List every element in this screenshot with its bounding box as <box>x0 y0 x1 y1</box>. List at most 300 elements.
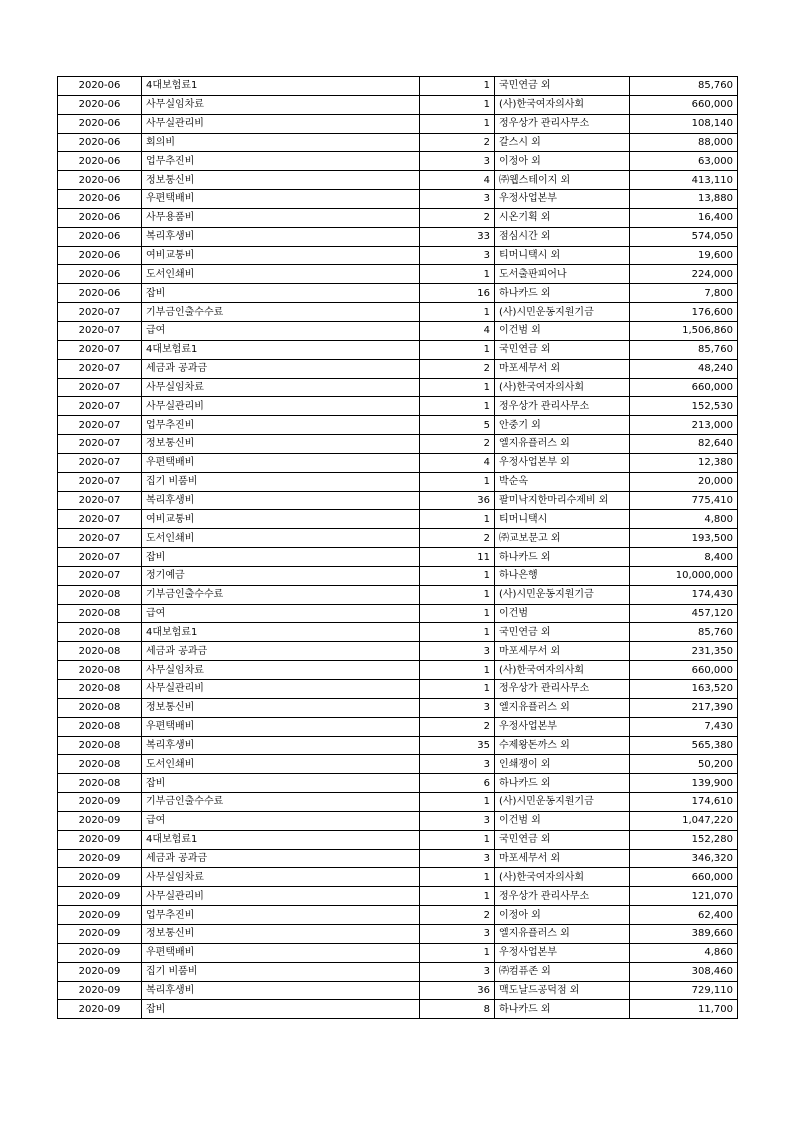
table-row <box>58 604 738 623</box>
table-row <box>58 849 738 868</box>
vendor-cell: (사)시민운동지원기금 <box>495 585 630 604</box>
expense-item-cell: 4대보험료1 <box>142 623 420 642</box>
vendor-cell: (사)한국여자의사회 <box>495 95 630 114</box>
expense-item-cell: 우편택배비 <box>142 943 420 962</box>
table-row <box>58 566 738 585</box>
month-cell: 2020-09 <box>58 906 142 925</box>
month-cell: 2020-06 <box>58 77 142 96</box>
table-row <box>58 246 738 265</box>
month-cell: 2020-06 <box>58 190 142 209</box>
vendor-cell: ㈜컴퓨존 외 <box>495 962 630 981</box>
expense-item-cell: 정보통신비 <box>142 435 420 454</box>
amount-cell: 213,000 <box>630 416 738 435</box>
count-cell: 3 <box>420 962 495 981</box>
count-cell: 1 <box>420 378 495 397</box>
amount-cell: 16,400 <box>630 208 738 227</box>
amount-cell: 346,320 <box>630 849 738 868</box>
vendor-cell: 마포세무서 외 <box>495 359 630 378</box>
table-row <box>58 152 738 171</box>
month-cell: 2020-06 <box>58 114 142 133</box>
amount-cell: 660,000 <box>630 95 738 114</box>
month-cell: 2020-07 <box>58 529 142 548</box>
vendor-cell: 정우상가 관리사무소 <box>495 887 630 906</box>
count-cell: 1 <box>420 566 495 585</box>
expense-item-cell: 우편택배비 <box>142 190 420 209</box>
amount-cell: 108,140 <box>630 114 738 133</box>
table-row <box>58 642 738 661</box>
expense-item-cell: 복리후생비 <box>142 491 420 510</box>
expense-ledger-table <box>57 76 738 1019</box>
table-row <box>58 284 738 303</box>
expense-item-cell: 여비교통비 <box>142 510 420 529</box>
count-cell: 3 <box>420 849 495 868</box>
vendor-cell: (사)시민운동지원기금 <box>495 793 630 812</box>
table-row <box>58 887 738 906</box>
count-cell: 1 <box>420 868 495 887</box>
count-cell: 2 <box>420 133 495 152</box>
vendor-cell: 하나카드 외 <box>495 548 630 567</box>
vendor-cell: 도서출판피어나 <box>495 265 630 284</box>
month-cell: 2020-07 <box>58 548 142 567</box>
amount-cell: 660,000 <box>630 868 738 887</box>
month-cell: 2020-07 <box>58 359 142 378</box>
amount-cell: 85,760 <box>630 623 738 642</box>
count-cell: 3 <box>420 152 495 171</box>
month-cell: 2020-09 <box>58 811 142 830</box>
expense-item-cell: 기부금인출수수료 <box>142 793 420 812</box>
month-cell: 2020-09 <box>58 830 142 849</box>
month-cell: 2020-09 <box>58 849 142 868</box>
vendor-cell: (사)시민운동지원기금 <box>495 303 630 322</box>
table-row <box>58 830 738 849</box>
count-cell: 2 <box>420 435 495 454</box>
vendor-cell: ㈜교보문고 외 <box>495 529 630 548</box>
table-row <box>58 981 738 1000</box>
expense-item-cell: 복리후생비 <box>142 981 420 1000</box>
amount-cell: 82,640 <box>630 435 738 454</box>
table-row <box>58 321 738 340</box>
count-cell: 3 <box>420 924 495 943</box>
table-row <box>58 906 738 925</box>
month-cell: 2020-09 <box>58 981 142 1000</box>
table-row <box>58 491 738 510</box>
table-row <box>58 661 738 680</box>
expense-item-cell: 집기 비품비 <box>142 472 420 491</box>
amount-cell: 193,500 <box>630 529 738 548</box>
expense-item-cell: 세금과 공과금 <box>142 359 420 378</box>
vendor-cell: 우정사업본부 <box>495 190 630 209</box>
month-cell: 2020-09 <box>58 1000 142 1019</box>
table-row <box>58 736 738 755</box>
amount-cell: 12,380 <box>630 453 738 472</box>
vendor-cell: 안중기 외 <box>495 416 630 435</box>
expense-item-cell: 세금과 공과금 <box>142 849 420 868</box>
month-cell: 2020-08 <box>58 661 142 680</box>
expense-item-cell: 사무용품비 <box>142 208 420 227</box>
month-cell: 2020-08 <box>58 755 142 774</box>
vendor-cell: 티머니택시 <box>495 510 630 529</box>
count-cell: 1 <box>420 95 495 114</box>
amount-cell: 224,000 <box>630 265 738 284</box>
expense-item-cell: 잡비 <box>142 284 420 303</box>
table-row <box>58 208 738 227</box>
amount-cell: 389,660 <box>630 924 738 943</box>
count-cell: 1 <box>420 604 495 623</box>
vendor-cell: 엘지유플러스 외 <box>495 698 630 717</box>
vendor-cell: 갈스시 외 <box>495 133 630 152</box>
vendor-cell: 팔미낙지한마리수제비 외 <box>495 491 630 510</box>
table-row <box>58 811 738 830</box>
count-cell: 2 <box>420 359 495 378</box>
ledger-body <box>58 77 738 1019</box>
expense-item-cell: 집기 비품비 <box>142 962 420 981</box>
table-row <box>58 340 738 359</box>
count-cell: 1 <box>420 77 495 96</box>
month-cell: 2020-07 <box>58 416 142 435</box>
expense-item-cell: 업무추진비 <box>142 152 420 171</box>
count-cell: 3 <box>420 811 495 830</box>
month-cell: 2020-07 <box>58 340 142 359</box>
expense-item-cell: 급여 <box>142 811 420 830</box>
vendor-cell: 정우상가 관리사무소 <box>495 114 630 133</box>
count-cell: 1 <box>420 661 495 680</box>
month-cell: 2020-08 <box>58 642 142 661</box>
expense-item-cell: 정보통신비 <box>142 171 420 190</box>
count-cell: 3 <box>420 246 495 265</box>
month-cell: 2020-08 <box>58 604 142 623</box>
month-cell: 2020-07 <box>58 491 142 510</box>
expense-item-cell: 사무실관리비 <box>142 887 420 906</box>
table-row <box>58 529 738 548</box>
table-row <box>58 585 738 604</box>
count-cell: 1 <box>420 680 495 699</box>
table-row <box>58 397 738 416</box>
month-cell: 2020-09 <box>58 943 142 962</box>
vendor-cell: 마포세무서 외 <box>495 849 630 868</box>
month-cell: 2020-08 <box>58 717 142 736</box>
month-cell: 2020-08 <box>58 623 142 642</box>
table-row <box>58 793 738 812</box>
expense-item-cell: 사무실임차료 <box>142 661 420 680</box>
amount-cell: 1,047,220 <box>630 811 738 830</box>
table-row <box>58 623 738 642</box>
amount-cell: 11,700 <box>630 1000 738 1019</box>
count-cell: 3 <box>420 190 495 209</box>
expense-item-cell: 복리후생비 <box>142 736 420 755</box>
month-cell: 2020-06 <box>58 227 142 246</box>
month-cell: 2020-06 <box>58 246 142 265</box>
vendor-cell: 국민연금 외 <box>495 830 630 849</box>
count-cell: 1 <box>420 510 495 529</box>
amount-cell: 20,000 <box>630 472 738 491</box>
count-cell: 4 <box>420 321 495 340</box>
vendor-cell: 이건범 외 <box>495 321 630 340</box>
month-cell: 2020-09 <box>58 887 142 906</box>
expense-item-cell: 여비교통비 <box>142 246 420 265</box>
vendor-cell: 수제왕돈까스 외 <box>495 736 630 755</box>
table-row <box>58 95 738 114</box>
month-cell: 2020-07 <box>58 435 142 454</box>
count-cell: 3 <box>420 642 495 661</box>
amount-cell: 176,600 <box>630 303 738 322</box>
amount-cell: 457,120 <box>630 604 738 623</box>
vendor-cell: ㈜웹스테이지 외 <box>495 171 630 190</box>
table-row <box>58 303 738 322</box>
amount-cell: 152,530 <box>630 397 738 416</box>
expense-item-cell: 잡비 <box>142 1000 420 1019</box>
expense-item-cell: 4대보험료1 <box>142 77 420 96</box>
vendor-cell: (사)한국여자의사회 <box>495 378 630 397</box>
count-cell: 2 <box>420 717 495 736</box>
vendor-cell: 이건범 외 <box>495 811 630 830</box>
vendor-cell: 우정사업본부 <box>495 717 630 736</box>
vendor-cell: 마포세무서 외 <box>495 642 630 661</box>
month-cell: 2020-08 <box>58 680 142 699</box>
expense-item-cell: 사무실임차료 <box>142 95 420 114</box>
amount-cell: 152,280 <box>630 830 738 849</box>
amount-cell: 1,506,860 <box>630 321 738 340</box>
expense-item-cell: 정보통신비 <box>142 698 420 717</box>
amount-cell: 308,460 <box>630 962 738 981</box>
table-row <box>58 435 738 454</box>
vendor-cell: 인쇄쟁이 외 <box>495 755 630 774</box>
table-row <box>58 472 738 491</box>
vendor-cell: 우정사업본부 외 <box>495 453 630 472</box>
amount-cell: 8,400 <box>630 548 738 567</box>
count-cell: 33 <box>420 227 495 246</box>
table-row <box>58 171 738 190</box>
amount-cell: 88,000 <box>630 133 738 152</box>
count-cell: 6 <box>420 774 495 793</box>
month-cell: 2020-09 <box>58 962 142 981</box>
expense-item-cell: 잡비 <box>142 548 420 567</box>
month-cell: 2020-06 <box>58 171 142 190</box>
count-cell: 3 <box>420 755 495 774</box>
amount-cell: 50,200 <box>630 755 738 774</box>
amount-cell: 231,350 <box>630 642 738 661</box>
month-cell: 2020-07 <box>58 397 142 416</box>
count-cell: 2 <box>420 529 495 548</box>
count-cell: 1 <box>420 793 495 812</box>
expense-item-cell: 업무추진비 <box>142 906 420 925</box>
vendor-cell: 우정사업본부 <box>495 943 630 962</box>
table-row <box>58 114 738 133</box>
expense-item-cell: 사무실관리비 <box>142 114 420 133</box>
table-row <box>58 698 738 717</box>
count-cell: 1 <box>420 265 495 284</box>
expense-item-cell: 기부금인출수수료 <box>142 303 420 322</box>
amount-cell: 4,860 <box>630 943 738 962</box>
expense-item-cell: 정기예금 <box>142 566 420 585</box>
vendor-cell: 맥도날드공덕점 외 <box>495 981 630 1000</box>
count-cell: 36 <box>420 491 495 510</box>
amount-cell: 7,800 <box>630 284 738 303</box>
expense-item-cell: 4대보험료1 <box>142 830 420 849</box>
count-cell: 3 <box>420 698 495 717</box>
expense-item-cell: 회의비 <box>142 133 420 152</box>
month-cell: 2020-07 <box>58 321 142 340</box>
count-cell: 1 <box>420 830 495 849</box>
expense-item-cell: 복리후생비 <box>142 227 420 246</box>
amount-cell: 660,000 <box>630 378 738 397</box>
table-row <box>58 227 738 246</box>
amount-cell: 413,110 <box>630 171 738 190</box>
expense-item-cell: 도서인쇄비 <box>142 529 420 548</box>
vendor-cell: (사)한국여자의사회 <box>495 661 630 680</box>
count-cell: 1 <box>420 472 495 491</box>
expense-item-cell: 잡비 <box>142 774 420 793</box>
amount-cell: 19,600 <box>630 246 738 265</box>
expense-item-cell: 사무실관리비 <box>142 397 420 416</box>
expense-item-cell: 4대보험료1 <box>142 340 420 359</box>
table-row <box>58 378 738 397</box>
month-cell: 2020-07 <box>58 453 142 472</box>
count-cell: 1 <box>420 623 495 642</box>
amount-cell: 10,000,000 <box>630 566 738 585</box>
amount-cell: 174,430 <box>630 585 738 604</box>
table-row <box>58 680 738 699</box>
expense-item-cell: 세금과 공과금 <box>142 642 420 661</box>
vendor-cell: 하나카드 외 <box>495 774 630 793</box>
amount-cell: 729,110 <box>630 981 738 1000</box>
amount-cell: 139,900 <box>630 774 738 793</box>
amount-cell: 174,610 <box>630 793 738 812</box>
month-cell: 2020-07 <box>58 472 142 491</box>
table-row <box>58 943 738 962</box>
vendor-cell: 정우상가 관리사무소 <box>495 397 630 416</box>
vendor-cell: 하나은행 <box>495 566 630 585</box>
expense-item-cell: 도서인쇄비 <box>142 265 420 284</box>
table-row <box>58 77 738 96</box>
month-cell: 2020-08 <box>58 585 142 604</box>
table-row <box>58 924 738 943</box>
table-row <box>58 868 738 887</box>
count-cell: 2 <box>420 208 495 227</box>
count-cell: 1 <box>420 397 495 416</box>
month-cell: 2020-07 <box>58 566 142 585</box>
amount-cell: 565,380 <box>630 736 738 755</box>
vendor-cell: (사)한국여자의사회 <box>495 868 630 887</box>
table-row <box>58 453 738 472</box>
month-cell: 2020-09 <box>58 924 142 943</box>
table-row <box>58 265 738 284</box>
expense-item-cell: 우편택배비 <box>142 453 420 472</box>
amount-cell: 121,070 <box>630 887 738 906</box>
month-cell: 2020-06 <box>58 133 142 152</box>
count-cell: 5 <box>420 416 495 435</box>
count-cell: 16 <box>420 284 495 303</box>
vendor-cell: 하나카드 외 <box>495 1000 630 1019</box>
table-row <box>58 359 738 378</box>
vendor-cell: 하나카드 외 <box>495 284 630 303</box>
month-cell: 2020-07 <box>58 378 142 397</box>
vendor-cell: 국민연금 외 <box>495 77 630 96</box>
count-cell: 11 <box>420 548 495 567</box>
month-cell: 2020-09 <box>58 868 142 887</box>
vendor-cell: 점심시간 외 <box>495 227 630 246</box>
expense-item-cell: 사무실임차료 <box>142 378 420 397</box>
amount-cell: 7,430 <box>630 717 738 736</box>
table-row <box>58 962 738 981</box>
amount-cell: 163,520 <box>630 680 738 699</box>
vendor-cell: 이정아 외 <box>495 906 630 925</box>
vendor-cell: 국민연금 외 <box>495 623 630 642</box>
expense-item-cell: 급여 <box>142 321 420 340</box>
expense-item-cell: 사무실임차료 <box>142 868 420 887</box>
table-row <box>58 190 738 209</box>
count-cell: 4 <box>420 171 495 190</box>
amount-cell: 574,050 <box>630 227 738 246</box>
amount-cell: 660,000 <box>630 661 738 680</box>
count-cell: 8 <box>420 1000 495 1019</box>
amount-cell: 63,000 <box>630 152 738 171</box>
expense-item-cell: 급여 <box>142 604 420 623</box>
table-row <box>58 774 738 793</box>
table-row <box>58 548 738 567</box>
count-cell: 1 <box>420 114 495 133</box>
expense-item-cell: 우편택배비 <box>142 717 420 736</box>
amount-cell: 4,800 <box>630 510 738 529</box>
month-cell: 2020-08 <box>58 698 142 717</box>
month-cell: 2020-07 <box>58 303 142 322</box>
vendor-cell: 국민연금 외 <box>495 340 630 359</box>
expense-item-cell: 기부금인출수수료 <box>142 585 420 604</box>
amount-cell: 13,880 <box>630 190 738 209</box>
vendor-cell: 정우상가 관리사무소 <box>495 680 630 699</box>
month-cell: 2020-06 <box>58 95 142 114</box>
count-cell: 1 <box>420 340 495 359</box>
amount-cell: 62,400 <box>630 906 738 925</box>
count-cell: 35 <box>420 736 495 755</box>
vendor-cell: 티머니택시 외 <box>495 246 630 265</box>
month-cell: 2020-08 <box>58 736 142 755</box>
vendor-cell: 이정아 외 <box>495 152 630 171</box>
table-row <box>58 755 738 774</box>
table-row <box>58 416 738 435</box>
amount-cell: 217,390 <box>630 698 738 717</box>
vendor-cell: 시온기획 외 <box>495 208 630 227</box>
amount-cell: 775,410 <box>630 491 738 510</box>
vendor-cell: 박순옥 <box>495 472 630 491</box>
table-row <box>58 717 738 736</box>
count-cell: 1 <box>420 585 495 604</box>
expense-item-cell: 정보통신비 <box>142 924 420 943</box>
expense-item-cell: 사무실관리비 <box>142 680 420 699</box>
expense-item-cell: 도서인쇄비 <box>142 755 420 774</box>
month-cell: 2020-09 <box>58 793 142 812</box>
table-row <box>58 133 738 152</box>
month-cell: 2020-06 <box>58 284 142 303</box>
amount-cell: 85,760 <box>630 340 738 359</box>
count-cell: 1 <box>420 887 495 906</box>
month-cell: 2020-06 <box>58 152 142 171</box>
count-cell: 2 <box>420 906 495 925</box>
amount-cell: 85,760 <box>630 77 738 96</box>
expense-item-cell: 업무추진비 <box>142 416 420 435</box>
month-cell: 2020-08 <box>58 774 142 793</box>
count-cell: 1 <box>420 943 495 962</box>
vendor-cell: 엘지유플러스 외 <box>495 435 630 454</box>
vendor-cell: 엘지유플러스 외 <box>495 924 630 943</box>
count-cell: 1 <box>420 303 495 322</box>
vendor-cell: 이건범 <box>495 604 630 623</box>
month-cell: 2020-06 <box>58 208 142 227</box>
count-cell: 36 <box>420 981 495 1000</box>
count-cell: 4 <box>420 453 495 472</box>
month-cell: 2020-06 <box>58 265 142 284</box>
table-row <box>58 1000 738 1019</box>
amount-cell: 48,240 <box>630 359 738 378</box>
